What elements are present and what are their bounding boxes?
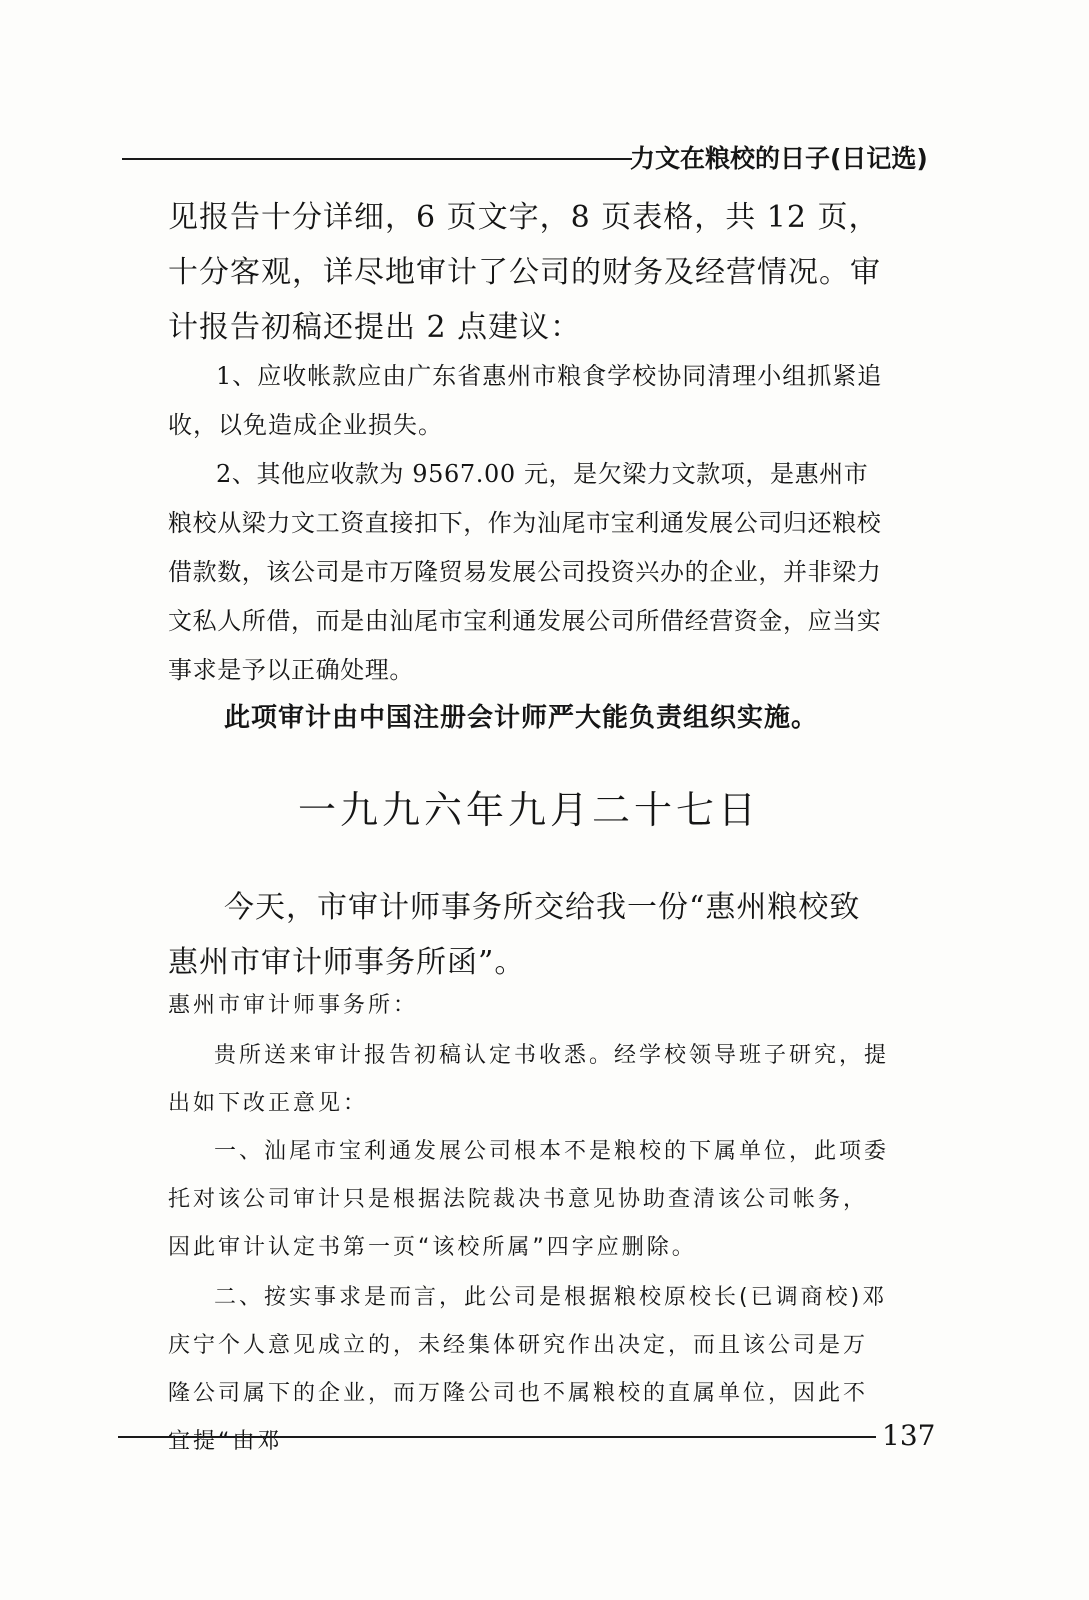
diary-date-heading: 一九九六年九月二十七日 [297,788,760,832]
letter-salutation: 惠州市审计师事务所： [168,993,419,1018]
paragraph-suggestion-2: 2、其他应收款为 9567.00 元，是欠梁力文款项，是惠州市粮校从梁力文工资直接扣下，作为汕尾市宝利通发展公司归还粮校借款数，该公司是市万隆贸易发展公司投资兴办的企业，并非梁力文私人所借，而是由汕尾市宝利通发展公司所借经营资金，应当实事求是予以正确处理。 [168,460,882,684]
paragraph-report-summary: 见报告十分详细，6 页文字，8 页表格，共 12 页，十分客观，详尽地审计了公司的财务及经营情况。审计报告初稿还提出 2 点建议： [168,200,881,345]
paragraph-today: 今天，市审计师事务所交给我一份“惠州粮校致惠州市审计师事务所函”。 [168,890,861,980]
letter-point-1: 一、汕尾市宝利通发展公司根本不是粮校的下属单位，此项委托对该公司审计只是根据法院裁决书意见协助查清该公司帐务，因此审计认定书第一页“该校所属”四字应删除。 [168,1139,890,1260]
header-rule [122,158,632,160]
page-number: 137 [882,1419,936,1452]
running-header-title: 力文在粮校的日子(日记选) [630,144,928,173]
letter-paragraph-intro: 贵所送来审计报告初稿认定书收悉。经学校领导班子研究，提出如下改正意见： [168,1043,890,1116]
footer-rule [118,1436,876,1438]
paragraph-audit-responsible: 此项审计由中国注册会计师严大能负责组织实施。 [224,703,819,733]
letter-point-2: 二、按实事求是而言，此公司是根据粮校原校长(已调商校)邓庆宁个人意见成立的，未经集体研究作出决定，而且该公司是万隆公司属下的企业，而万隆公司也不属粮校的直属单位，因此不宜提“由邓 [168,1285,888,1454]
paragraph-suggestion-1: 1、应收帐款应由广东省惠州市粮食学校协同清理小组抓紧追收，以免造成企业损失。 [168,362,883,439]
